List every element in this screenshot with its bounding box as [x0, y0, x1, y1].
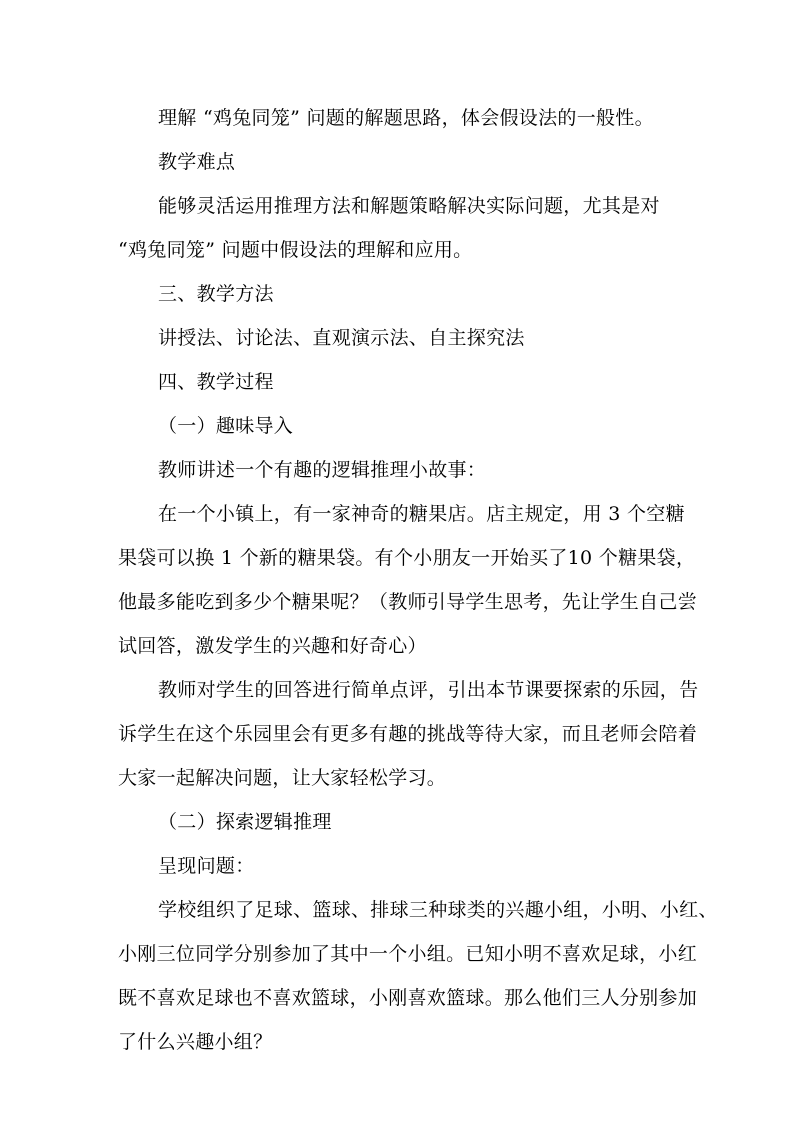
section-heading: 三、教学方法	[158, 283, 274, 305]
paragraph-line: 讲授法、讨论法、直观演示法、自主探究法	[158, 327, 525, 349]
paragraph-line: 诉学生在这个乐园里会有更多有趣的挑战等待大家，而且老师会陪着	[118, 723, 698, 745]
paragraph-line: “鸡兔同笼” 问题中假设法的理解和应用。	[118, 239, 473, 261]
paragraph-line: 试回答，激发学生的兴趣和好奇心）	[118, 635, 427, 657]
paragraph-line: 教师对学生的回答进行简单点评，引出本节课要探索的乐园，告	[158, 679, 699, 701]
section-heading: 四、教学过程	[158, 371, 274, 393]
subsection-heading: （一）趣味导入	[158, 415, 294, 437]
paragraph-line: 果袋可以换 1 个新的糖果袋。有个小朋友一开始买了10 个糖果袋，	[118, 547, 696, 569]
paragraph-line: 大家一起解决问题，让大家轻松学习。	[118, 767, 447, 789]
paragraph-line: 小刚三位同学分别参加了其中一个小组。已知小明不喜欢足球，小红	[118, 943, 698, 965]
paragraph-line: 在一个小镇上，有一家神奇的糖果店。店主规定，用 3 个空糖	[158, 503, 685, 525]
paragraph-line: 呈现问题：	[158, 855, 255, 877]
paragraph-line: 他最多能吃到多少个糖果呢？（教师引导学生思考，先让学生自己尝	[118, 591, 698, 613]
paragraph-line: 能够灵活运用推理方法和解题策略解决实际问题，尤其是对	[158, 195, 660, 217]
paragraph-line: 学校组织了足球、篮球、排球三种球类的兴趣小组，小明、小红、	[158, 899, 718, 921]
paragraph-line: 既不喜欢足球也不喜欢篮球，小刚喜欢篮球。那么他们三人分别参加	[118, 987, 698, 1009]
paragraph-line: 理解 “鸡兔同笼” 问题的解题思路，体会假设法的一般性。	[158, 107, 654, 129]
paragraph-line: 了什么兴趣小组？	[118, 1031, 273, 1053]
subsection-heading: （二）探索逻辑推理	[158, 811, 332, 833]
paragraph-line: 教师讲述一个有趣的逻辑推理小故事：	[158, 459, 487, 481]
section-heading: 教学难点	[158, 151, 236, 173]
